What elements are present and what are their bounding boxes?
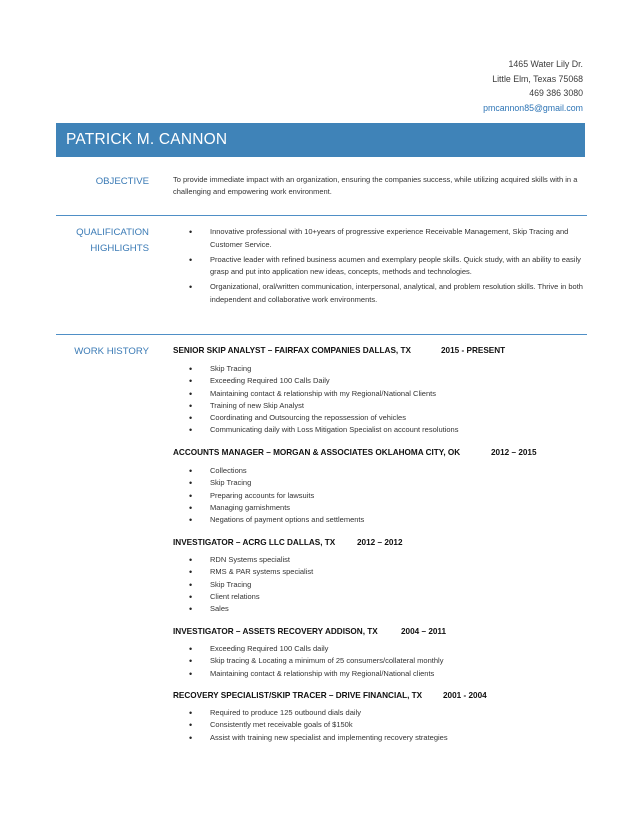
- contact-city: Little Elm, Texas 75068: [492, 73, 583, 84]
- list-item: • Client relations: [173, 591, 588, 603]
- job-title: ACCOUNTS MANAGER – MORGAN & ASSOCIATES OKLAHOMA CITY, OK: [173, 448, 461, 457]
- list-item: • Coordinating and Outsourcing the repossession of vehicles: [173, 412, 588, 424]
- job-duties-list: [173, 643, 588, 680]
- job-title: RECOVERY SPECIALIST/SKIP TRACER – DRIVE FINANCIAL, TX: [173, 691, 423, 700]
- list-item: • Maintaining contact & relationship with my Regional/National clients: [173, 668, 588, 680]
- objective-heading: OBJECTIVE: [95, 176, 149, 187]
- list-item: • RMS & PAR systems specialist: [173, 566, 588, 578]
- contact-phone: 469 386 3080: [529, 88, 583, 99]
- list-item: • Innovative professional with 10+years of progressive experience Receivable Management, Skip Tracing and Customer Service.: [173, 226, 588, 251]
- job-duties-list: [173, 465, 588, 526]
- job-duties-list: [173, 363, 588, 437]
- job-dates: 2004 – 2011: [401, 627, 447, 636]
- contact-block: [483, 57, 583, 115]
- job-duties-list: [173, 554, 588, 615]
- qualification-heading-line1: QUALIFICATION: [76, 227, 149, 238]
- list-item: • Assist with training new specialist and implementing recovery strategies: [173, 732, 588, 744]
- job-heading: [173, 448, 537, 457]
- list-item: • Collections: [173, 465, 588, 477]
- list-item: • Training of new Skip Analyst: [173, 400, 588, 412]
- job-heading: [173, 346, 506, 355]
- job-title: INVESTIGATOR – ASSETS RECOVERY ADDISON, TX: [173, 627, 378, 636]
- job-duties-list: [173, 707, 588, 744]
- job-heading: [173, 627, 447, 636]
- list-item: • Skip Tracing: [173, 579, 588, 591]
- name-banner: [56, 123, 585, 157]
- list-item: • Communicating daily with Loss Mitigation Specialist on account resolutions: [173, 424, 588, 436]
- job-title: INVESTIGATOR – ACRG LLC DALLAS, TX: [173, 538, 336, 547]
- list-item: • Skip Tracing: [173, 363, 588, 375]
- job-dates: 2012 – 2012: [357, 538, 403, 547]
- job-dates: 2015 - PRESENT: [441, 346, 506, 355]
- list-item: • Skip Tracing: [173, 477, 588, 489]
- list-item: • Managing garnishments: [173, 502, 588, 514]
- list-item: • Consistently met receivable goals of $150k: [173, 719, 588, 731]
- list-item: • Exceeding Required 100 Calls Daily: [173, 375, 588, 387]
- list-item: • RDN Systems specialist: [173, 554, 588, 566]
- job-dates: 2012 – 2015: [491, 448, 537, 457]
- qualification-heading-line2: HIGHLIGHTS: [90, 243, 149, 254]
- list-item: • Organizational, oral/written communication, interpersonal, analytical, and problem resolution skills. Thrive in both independent and collaborative work environments.: [173, 281, 588, 306]
- list-item: • Exceeding Required 100 Calls daily: [173, 643, 588, 655]
- contact-street: 1465 Water Lily Dr.: [508, 59, 583, 69]
- list-item: • Required to produce 125 outbound dials daily: [173, 707, 588, 719]
- job-dates: 2001 - 2004: [443, 691, 487, 700]
- list-item: • Proactive leader with refined business acumen and exemplary people skills. Quick study, with an ability to easily grasp and put into application new ideas, concepts, methods and technologies.: [173, 254, 588, 279]
- job-heading: [173, 538, 403, 547]
- objective-text: To provide immediate impact with an organization, ensuring the companies success, while utilizing acquired skills with in a challenging and empowering work environment.: [173, 175, 578, 197]
- list-item: • Skip tracing & Locating a minimum of 25 consumers/collateral monthly: [173, 655, 588, 667]
- list-item: • Sales: [173, 603, 588, 615]
- contact-email[interactable]: pmcannon85@gmail.com: [483, 102, 583, 113]
- section-divider: [56, 334, 587, 335]
- qualification-list: [173, 226, 588, 309]
- list-item: • Negations of payment options and settlements: [173, 514, 588, 526]
- list-item: • Preparing accounts for lawsuits: [173, 490, 588, 502]
- work-history-heading: WORK HISTORY: [74, 346, 149, 357]
- candidate-name: PATRICK M. CANNON: [66, 131, 228, 148]
- job-title: SENIOR SKIP ANALYST – FAIRFAX COMPANIES DALLAS, TX: [173, 346, 411, 355]
- job-heading: [173, 691, 487, 700]
- qualification-heading: [76, 225, 149, 257]
- section-divider: [56, 215, 587, 216]
- list-item: • Maintaining contact & relationship with my Regional/National Clients: [173, 388, 588, 400]
